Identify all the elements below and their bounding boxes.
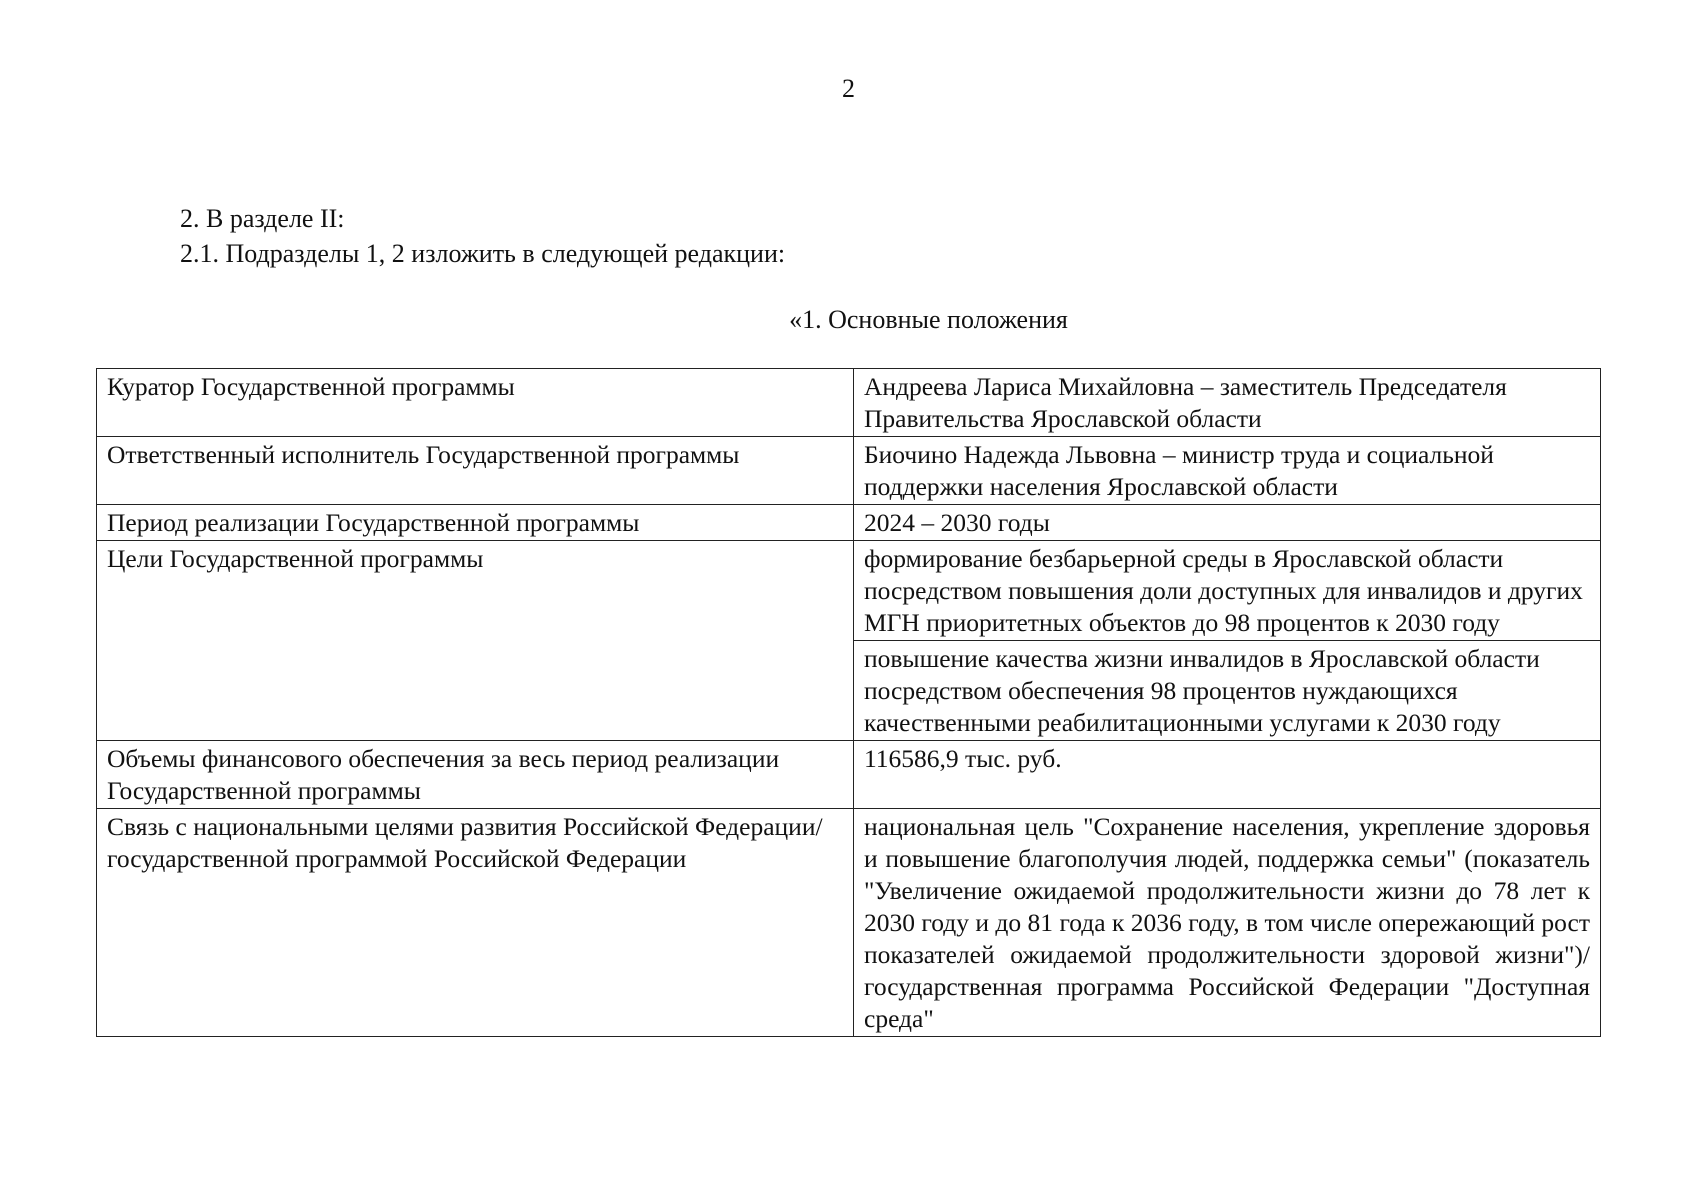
table-row-period xyxy=(97,505,1601,541)
row-label-curator: Куратор Государственной программы xyxy=(97,369,854,437)
row-value-goal-2: повышение качества жизни инвалидов в Ярославской области посредством обеспечения 98 процентов нуждающихся качественными реабилитационными услугами к 2030 году xyxy=(854,641,1601,741)
row-value-funding: 116586,9 тыс. руб. xyxy=(854,741,1601,809)
row-label-period: Период реализации Государственной программы xyxy=(97,505,854,541)
row-value-executor: Биочино Надежда Львовна – министр труда и социальной поддержки населения Ярославской области xyxy=(854,437,1601,505)
table-row-goals xyxy=(97,541,1601,641)
intro-line-section: 2. В разделе II: xyxy=(180,204,345,233)
section-title-text: «1. Основные положения xyxy=(789,305,1068,334)
table-row-executor xyxy=(97,437,1601,505)
section-title xyxy=(0,305,1697,335)
table-row-curator xyxy=(97,369,1601,437)
row-label-funding: Объемы финансового обеспечения за весь период реализации Государственной программы xyxy=(97,741,854,809)
table-row-national-goals xyxy=(97,809,1601,1037)
row-value-curator: Андреева Лариса Михайловна – заместитель Председателя Правительства Ярославской области xyxy=(854,369,1601,437)
intro-line-subsections: 2.1. Подразделы 1, 2 изложить в следующей редакции: xyxy=(180,239,786,268)
table-row-funding xyxy=(97,741,1601,809)
row-value-period: 2024 – 2030 годы xyxy=(854,505,1601,541)
row-value-goal-1: формирование безбарьерной среды в Ярославской области посредством повышения доли доступных для инвалидов и других МГН приоритетных объектов до 98 процентов к 2030 году xyxy=(854,541,1601,641)
row-label-goals: Цели Государственной программы xyxy=(97,541,854,741)
row-value-national-goals: национальная цель "Сохранение населения, укрепление здоровья и повышение благополучия людей, поддержка семьи" (показатель "Увеличение ожидаемой продолжительности жизни до 78 лет к 2030 году и до 81 года к 2036 году, в том числе опережающий рост показателей ожидаемой продолжительности здоровой жизни")/ государственная программа Российской Федерации "Доступная среда" xyxy=(854,809,1601,1037)
row-label-national-goals: Связь с национальными целями развития Российской Федерации/ государственной программой Российской Федерации xyxy=(97,809,854,1037)
main-provisions-table xyxy=(96,368,1601,1037)
row-label-executor: Ответственный исполнитель Государственной программы xyxy=(97,437,854,505)
page-number: 2 xyxy=(842,74,855,103)
